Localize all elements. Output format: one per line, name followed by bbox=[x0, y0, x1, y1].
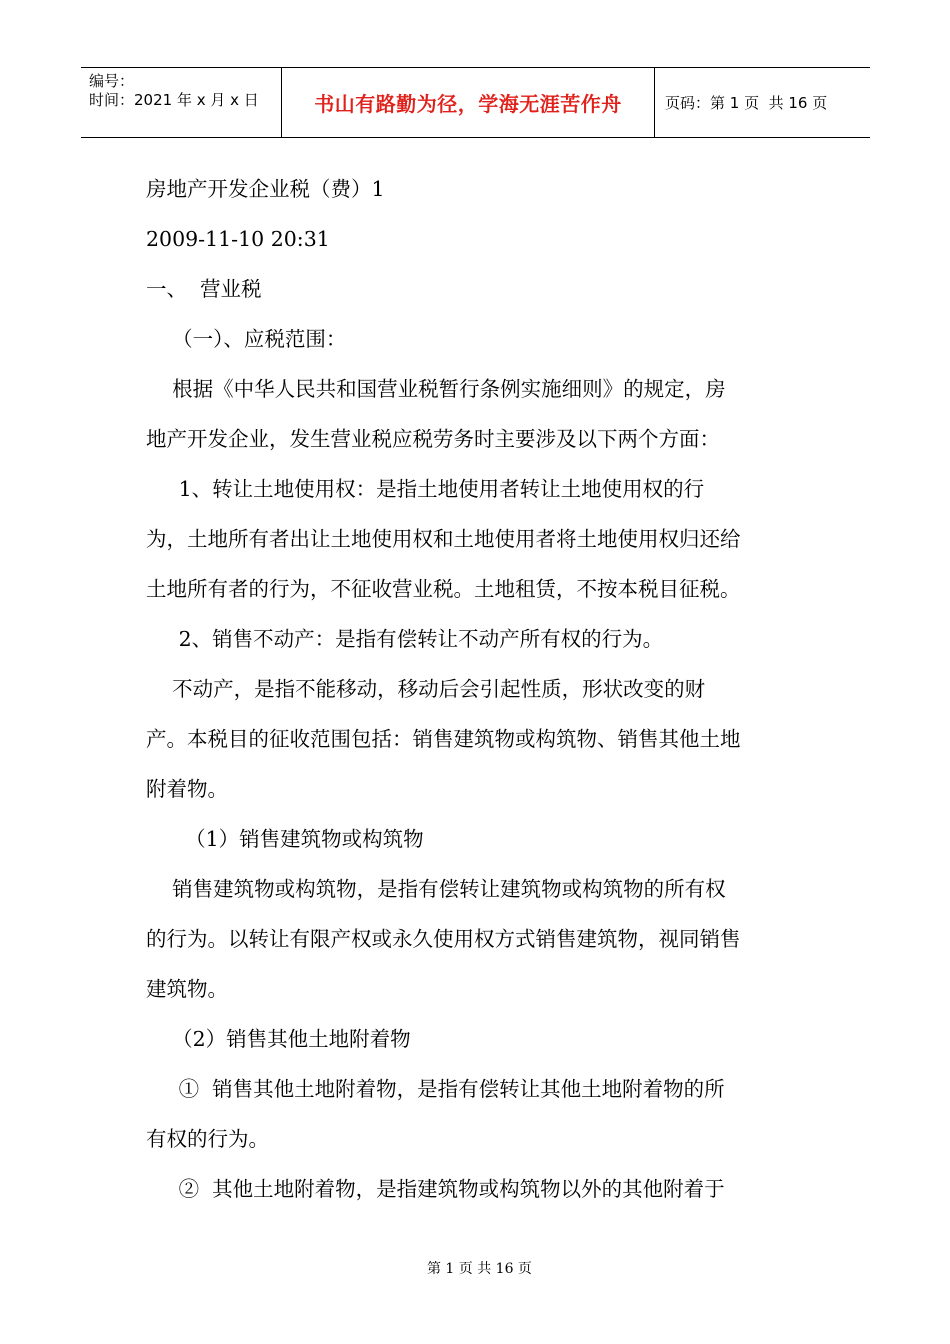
subsection-heading: （1）销售建筑物或构筑物 bbox=[146, 827, 424, 851]
header-meta-cell bbox=[81, 68, 282, 137]
page-header bbox=[81, 67, 870, 138]
paragraph-line: 销售建筑物或构筑物，是指有偿转让建筑物或构筑物的所有权 bbox=[146, 877, 726, 901]
header-motto-cell bbox=[282, 68, 655, 137]
doc-timestamp: 2009-11-10 20:31 bbox=[146, 227, 330, 251]
paragraph-line: 的行为。以转让有限产权或永久使用权方式销售建筑物，视同销售 bbox=[146, 927, 741, 951]
paragraph-line: 根据《中华人民共和国营业税暂行条例实施细则》的规定，房 bbox=[146, 377, 726, 401]
doc-number-label: 编号： bbox=[89, 72, 135, 90]
subsection-heading: （一）、应税范围： bbox=[146, 327, 347, 351]
paragraph-line: 有权的行为。 bbox=[146, 1127, 269, 1151]
paragraph-line: 土地所有者的行为，不征收营业税。土地租赁，不按本税目征税。 bbox=[146, 577, 741, 601]
subsection-heading: （2）销售其他土地附着物 bbox=[146, 1027, 411, 1051]
header-page-cell bbox=[655, 68, 870, 137]
paragraph-line: 不动产，是指不能移动，移动后会引起性质，形状改变的财 bbox=[146, 677, 706, 701]
doc-title: 房地产开发企业税（费）1 bbox=[146, 177, 385, 201]
paragraph-line: 地产开发企业，发生营业税应税劳务时主要涉及以下两个方面： bbox=[146, 427, 720, 451]
paragraph-line: ① 销售其他土地附着物，是指有偿转让其他土地附着物的所 bbox=[146, 1077, 725, 1101]
paragraph-line: 产。本税目的征收范围包括：销售建筑物或构筑物、销售其他土地 bbox=[146, 727, 741, 751]
paragraph-line: 建筑物。 bbox=[146, 977, 228, 1001]
section-heading: 一、 营业税 bbox=[146, 277, 262, 301]
page-footer bbox=[0, 1242, 950, 1278]
document-body bbox=[146, 164, 796, 1214]
date-label: 时间：2021 年 x 月 x 日 bbox=[89, 91, 259, 109]
paragraph-line: 为，土地所有者出让土地使用权和土地使用者将土地使用权归还给 bbox=[146, 527, 741, 551]
paragraph-line: 1、转让土地使用权：是指土地使用者转让土地使用权的行 bbox=[146, 477, 705, 501]
header-page-info: 页码：第 1 页 共 16 页 bbox=[665, 94, 828, 112]
header-motto: 书山有路勤为径，学海无涯苦作舟 bbox=[314, 92, 622, 116]
paragraph-line: 附着物。 bbox=[146, 777, 228, 801]
paragraph-line: 2、销售不动产：是指有偿转让不动产所有权的行为。 bbox=[146, 627, 664, 651]
paragraph-line: ② 其他土地附着物，是指建筑物或构筑物以外的其他附着于 bbox=[146, 1177, 725, 1201]
footer-page-number: 第 1 页 共 16 页 bbox=[426, 1261, 532, 1277]
